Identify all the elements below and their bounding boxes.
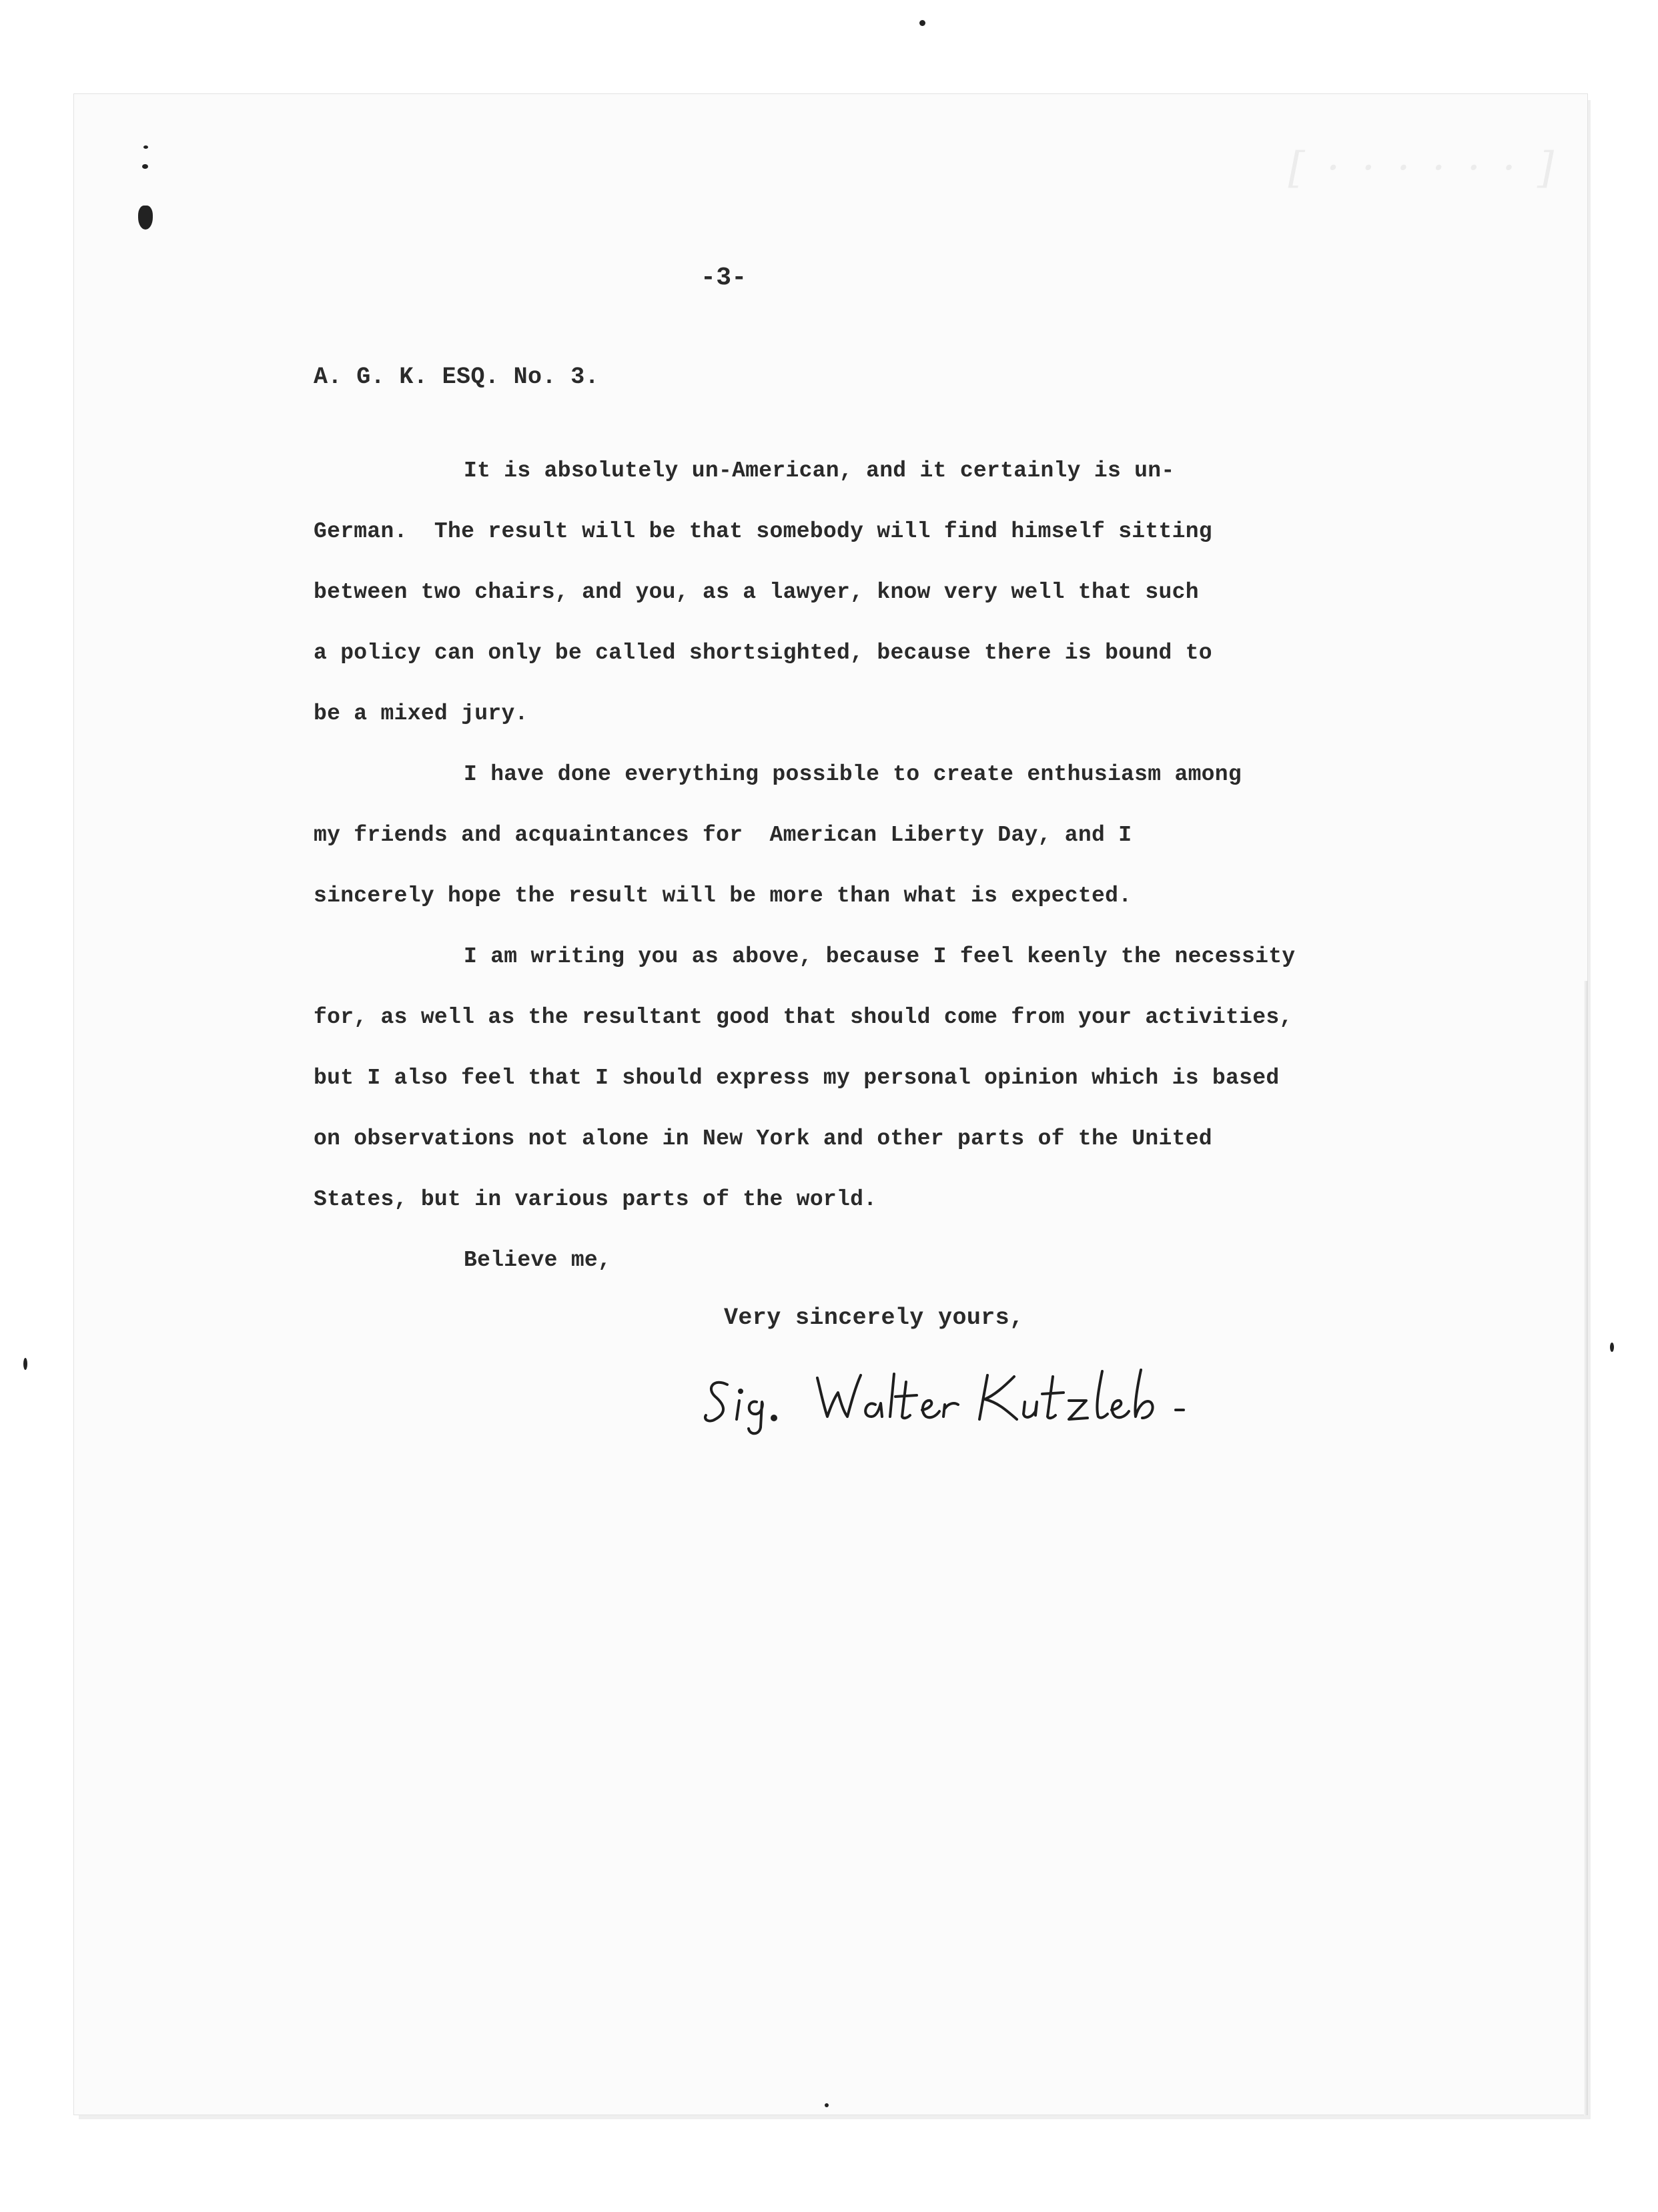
body-line: States, but in various parts of the world. <box>314 1187 877 1212</box>
scan-mark-left-4 <box>23 1358 27 1370</box>
body-line: sincerely hope the result will be more than what is expected. <box>314 883 1132 908</box>
body-line: but I also feel that I should express my personal opinion which is based <box>314 1066 1280 1090</box>
scan-mark-right <box>1610 1343 1614 1352</box>
body-line: my friends and acquaintances for American Liberty Day, and I <box>314 823 1132 847</box>
body-line: I have done everything possible to create enthusiasm among <box>464 762 1242 787</box>
body-line: It is absolutely un-American, and it certainly is un- <box>464 458 1175 483</box>
body-line: between two chairs, and you, as a lawyer, know very well that such <box>314 580 1199 605</box>
scan-mark-left-3 <box>138 206 153 230</box>
letter-body <box>314 440 1434 1291</box>
scan-mark-left-1 <box>143 145 148 149</box>
body-line: I am writing you as above, because I feel keenly the necessity <box>464 944 1296 969</box>
scan-mark-bottom <box>825 2103 829 2107</box>
scan-mark-left-2 <box>142 164 148 169</box>
body-line: be a mixed jury. <box>314 701 528 726</box>
page-edge-shadow <box>1584 981 1588 2115</box>
closing: Very sincerely yours, <box>724 1305 1024 1331</box>
handwritten-signature <box>701 1358 1208 1438</box>
body-line: German. The result will be that somebody will find himself sitting <box>314 519 1212 544</box>
body-line: a policy can only be called shortsighted, because there is bound to <box>314 641 1212 665</box>
ghost-stamp-decoration: [ · · · · · · ] <box>1288 143 1558 193</box>
scan-mark-top <box>919 20 925 26</box>
body-line: for, as well as the resultant good that should come from your activities, <box>314 1005 1293 1030</box>
page-number: -3- <box>701 264 747 292</box>
letter-reference: A. G. K. ESQ. No. 3. <box>314 364 600 390</box>
salutation: Believe me, <box>464 1248 612 1272</box>
body-line: on observations not alone in New York and other parts of the United <box>314 1126 1212 1151</box>
